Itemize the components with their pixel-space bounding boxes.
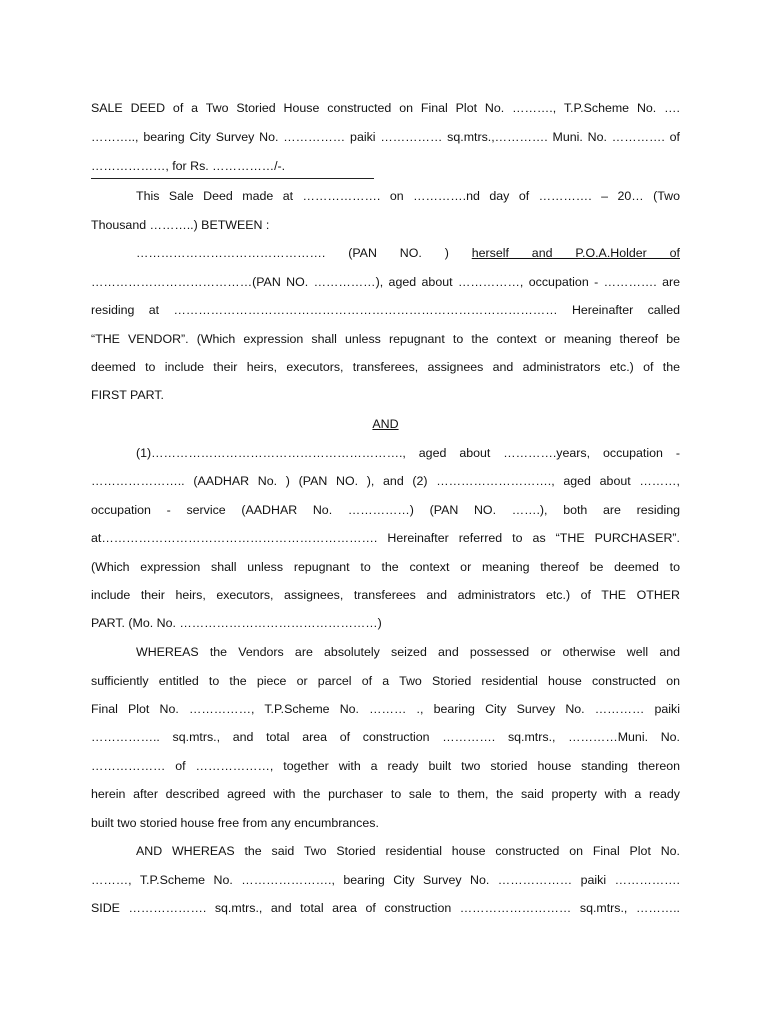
whereas-line-1: WHEREAS the Vendors are absolutely seized and possessed or otherwise well and	[136, 645, 680, 659]
whereas-line-3: Final Plot No. ……………, T.P.Scheme No. ……… ., bearing City Survey No. ………… paiki	[91, 702, 680, 716]
vendor-pan-close: )	[444, 246, 449, 260]
vendor-line-1	[136, 246, 680, 261]
vendor-line-5: deemed to include their heirs, executors, transferees, assignees and administrators etc.) of the	[91, 360, 680, 374]
vendor-pan-no: NO.	[399, 246, 422, 260]
whereas-line-2: sufficiently entitled to the piece or parcel of a Two Storied residential house constructed on	[91, 674, 680, 688]
whereas-line-7: built two storied house free from any encumbrances.	[91, 816, 379, 830]
whereas-line-4: …………….. sq.mtrs., and total area of construction …………. sq.mtrs., …………Muni. No.	[91, 730, 680, 744]
title-line-3: ………………, for Rs. ……………/-.	[91, 159, 286, 173]
vendor-line-2: …………………………………(PAN NO. ……………), aged about ……………, occupation - …………. are	[91, 275, 680, 289]
and-whereas-line-1: AND WHEREAS the said Two Storied residential house constructed on Final Plot No.	[136, 844, 680, 858]
intro-line-1: This Sale Deed made at ………………. on ………….nd day of …………. – 20… (Two	[136, 189, 680, 203]
purchaser-line-6: include their heirs, executors, assignees, transferees and administrators etc.) of THE OTHER	[91, 588, 680, 602]
whereas-line-6: herein after described agreed with the purchaser to sale to them, the said property with a ready	[91, 787, 680, 801]
vendor-line-3: residing at ………………………………………………………………………………… Hereinafter called	[91, 303, 680, 317]
purchaser-line-7: PART. (Mo. No. …………………………………………)	[91, 616, 382, 630]
vendor-line-4: “THE VENDOR”. (Which expression shall unless repugnant to the context or meaning thereof be	[91, 332, 680, 346]
vendor-name-blank: ……………………………………….	[136, 246, 326, 260]
purchaser-line-4: at…………………………………………………………. Hereinafter referred to as “THE PURCHASER”.	[91, 531, 680, 545]
vendor-line-6: FIRST PART.	[91, 388, 164, 402]
title-line-1: SALE DEED of a Two Storied House constructed on Final Plot No. ………., T.P.Scheme No. ….	[91, 101, 680, 115]
whereas-line-5: ……………… of ………………, together with a ready built two storied house standing thereon	[91, 759, 680, 773]
and-whereas-line-2: ………, T.P.Scheme No. …………………., bearing City Survey No. ……………… paiki …………….	[91, 873, 680, 887]
title-line-2: ……….., bearing City Survey No. …………… paiki …………… sq.mtrs.,…………. Muni. No. …………. of	[91, 130, 680, 144]
purchaser-line-1: (1)……………………………………………………., aged about ………….years, occupation -	[136, 446, 680, 460]
title-divider	[91, 178, 374, 179]
vendor-pan-label: (PAN	[348, 246, 377, 260]
intro-line-2: Thousand ………..) BETWEEN :	[91, 218, 270, 232]
vendor-holder-text: herself and P.O.A.Holder of	[471, 246, 680, 260]
purchaser-line-2: ………………….. (AADHAR No. ) (PAN NO. ), and (2) ………………………., aged about ………,	[91, 474, 680, 488]
purchaser-line-3: occupation - service (AADHAR No. ……………) (PAN NO. …….), both are residing	[91, 503, 680, 517]
and-whereas-line-3: SIDE ………………. sq.mtrs., and total area of construction ……………………… sq.mtrs., ………..	[91, 901, 680, 915]
purchaser-line-5: (Which expression shall unless repugnant to the context or meaning thereof be deemed to	[91, 560, 680, 574]
and-heading: AND	[372, 417, 399, 431]
